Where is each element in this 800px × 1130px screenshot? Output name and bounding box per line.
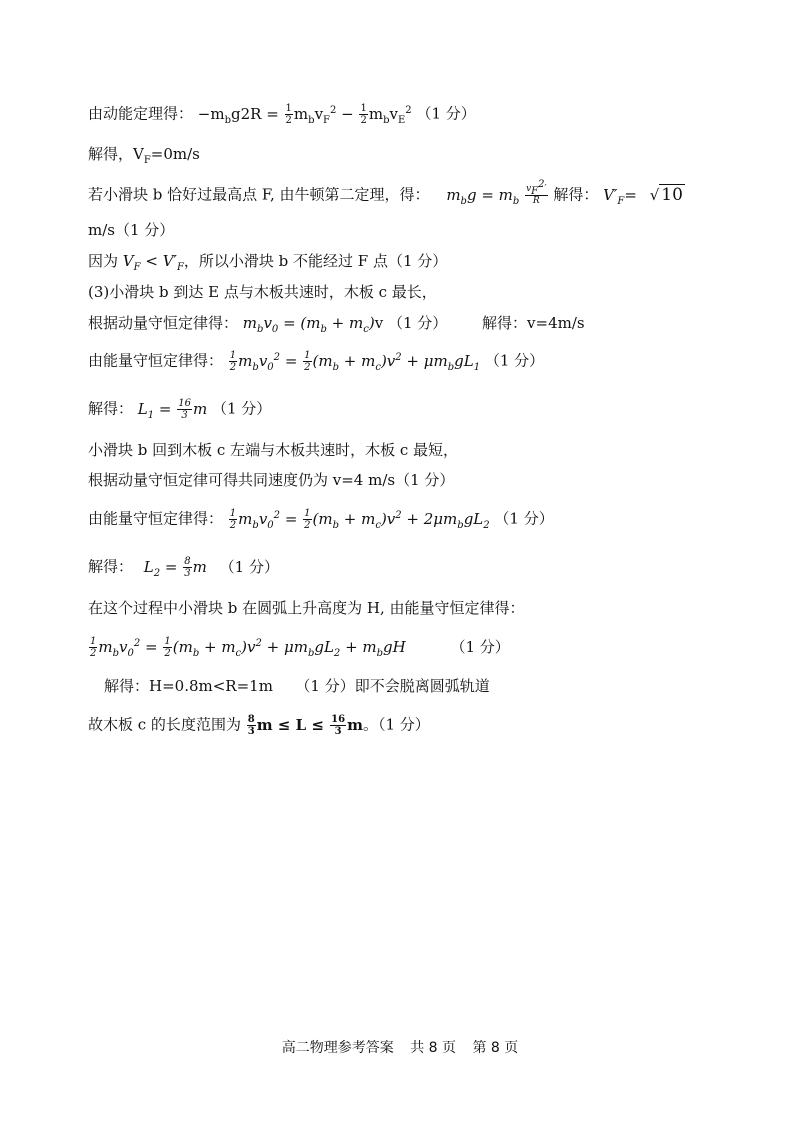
line-momentum-conservation: 根据动量守恒定律得： $m_bv_0 = (m_b + m_c)v$ （1 分） 解得：v=4m/s (88, 314, 585, 335)
line-prefix: 由动能定理得： (88, 104, 194, 123)
line-text: m/s（1 分） (88, 221, 175, 239)
points: （1 分） (450, 637, 510, 656)
equation: $L_1$ = $\frac{16}{3}$ m (137, 398, 208, 421)
sqrt-expression: √ 10 (649, 184, 683, 205)
line-text: 解得，V (88, 145, 144, 163)
line-energy-conservation-1 (88, 350, 544, 373)
equation: $L_2$ = $\frac{8}{3}$ m (143, 556, 207, 579)
line-rise-height (88, 598, 525, 618)
points: （1 分） (416, 104, 476, 123)
equation: $\frac{1}{2}$ $m_bv_0^2$ = $\frac{1}{2}$ $(m_b + m_c)v^2 + \mu m_bgL_2 + m_bgH$ (90, 636, 406, 659)
equation: $m_bg = m_b$ $\frac{v_F^2'}{R}$ (446, 179, 547, 207)
equation: $m_bv_0 = (m_b + m_c)$ (242, 314, 375, 335)
line-prefix: 解得： (88, 557, 134, 576)
equation: $\frac{1}{2}$ $m_bv_0^2$ = $\frac{1}{2}$ $(m_b + m_c)v^2 + 2\mu m_bgL_2$ (229, 508, 490, 531)
line-rest: =0m/s (150, 145, 200, 163)
line-prefix: 由能量守恒定律得： (88, 351, 224, 370)
line-solve-l1 (88, 398, 271, 421)
line-prefix: 根据动量守恒定律得： (88, 314, 239, 332)
line-common-velocity (88, 470, 454, 490)
line-prefix: 由能量守恒定律得： (88, 509, 224, 528)
equation: $\frac{1}{2}$ $m_bv_0^2$ = $\frac{1}{2}$ $(m_b + m_c)v^2 + \mu m_bgL_1$ (229, 350, 481, 373)
points: （1 分） (219, 557, 279, 576)
equation: $-m_bg2R$ = $\frac{1}{2}$ $m_bv_F^2$ − $\frac{1}{2}$ $m_bv_E^2$ (197, 103, 412, 126)
vf-prime: $V'_F=$ (603, 185, 637, 207)
points: （1 分） (494, 509, 554, 528)
points: （1 分） (212, 399, 272, 418)
equation: $\frac{8}{3}$ m ≤ L ≤ $\frac{16}{3}$ m (247, 714, 363, 737)
line-energy-conservation-3 (88, 636, 510, 659)
line-suffix: 。（1 分） (362, 715, 430, 734)
page-footer (0, 1037, 800, 1057)
line-units (88, 220, 174, 240)
points: （1 分） (387, 314, 448, 332)
line-kinetic-energy-theorem (88, 103, 476, 126)
line-text: 在这个过程中小滑块 b 在圆弧上升高度为 H, 由能量守恒定律得： (88, 599, 525, 617)
line-prefix: 解得： (88, 399, 134, 418)
line-solve-l2 (88, 556, 279, 579)
points: （1 分） (484, 351, 545, 370)
line-mid: 解得： (553, 185, 599, 204)
line-solve-h (104, 676, 490, 696)
line-part3-intro (88, 282, 437, 302)
line-text: 根据动量守恒定律可得共同速度仍为 v=4 m/s（1 分） (88, 471, 455, 489)
line-rest: ，所以小滑块 b 不能经过 F 点（1 分） (183, 252, 448, 270)
line-sub: F (143, 155, 151, 166)
footer-title: 高二物理参考答案 (281, 1040, 394, 1056)
line-solve-vf (88, 144, 200, 164)
line-text: (3)小滑块 b 到达 E 点与木板共速时，木板 c 最长， (88, 283, 437, 301)
line-energy-conservation-2 (88, 508, 554, 531)
line-prefix: 若小滑块 b 恰好过最高点 F, 由牛顿第二定理，得： (88, 185, 430, 204)
line-comparison (88, 251, 447, 271)
line-length-range (88, 714, 430, 737)
footer-page-number: 第 8 页 (472, 1040, 519, 1056)
line-prefix: 因为 (88, 252, 119, 270)
line-return-left-end (88, 440, 458, 460)
line-text: 小滑块 b 回到木板 c 左端与木板共速时，木板 c 最短， (88, 441, 459, 459)
line-prefix: 故木板 c 的长度范围为 (88, 715, 241, 734)
line-text: 解得：H=0.8m<R=1m （1 分）即不会脱离圆弧轨道 (104, 677, 490, 695)
line-newton-second-law (88, 179, 685, 207)
equation: $V_F < V'_F$ (122, 252, 184, 273)
footer-total-pages: 共 8 页 (410, 1040, 456, 1056)
line-result: 解得：v=4m/s (482, 314, 585, 332)
